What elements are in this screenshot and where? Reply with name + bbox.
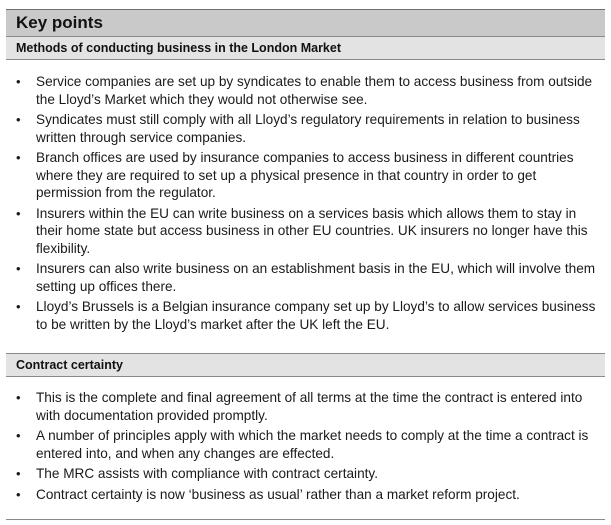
list-item-text: Service companies are set up by syndicates to enable them to access business from outside the Lloyd’s Market which they would not otherwise see.: [36, 74, 593, 107]
bullet-icon: •: [16, 205, 21, 221]
section-header-contract-certainty: [6, 353, 605, 377]
bullet-icon: •: [16, 486, 21, 502]
section-title: Contract certainty: [16, 358, 123, 372]
bullet-icon: •: [16, 74, 21, 89]
list-item-text: Insurers can also write business on an establishment basis in the EU, which will involve them setting up offices there.: [36, 261, 596, 294]
list-item: [6, 298, 605, 333]
section-title: Methods of conducting business in the London Market: [16, 41, 341, 55]
bullet-icon: •: [16, 150, 21, 165]
list-item: [6, 149, 605, 202]
list-item-text: Insurers within the EU can write business on a services basis which allows them to stay in their home state but access business in other EU countries. UK insurers no longer have this flexibility.: [36, 205, 588, 256]
list-item-text: The MRC assists with compliance with contract certainty.: [36, 466, 378, 481]
section-header-london-market: [6, 36, 605, 60]
list-item-text: A number of principles apply with which the market needs to comply at the time a contract is entered into, and when any changes are effected.: [36, 428, 589, 461]
panel-title: Key points: [16, 13, 103, 32]
list-item: [6, 205, 605, 258]
list-item: [6, 260, 605, 295]
list-item: [6, 427, 605, 462]
bullet-icon: •: [16, 299, 21, 314]
key-points-panel: [6, 9, 607, 520]
panel-header: [6, 9, 605, 36]
bottom-divider: [6, 519, 605, 520]
list-item: [6, 73, 605, 108]
list-item-text: Branch offices are used by insurance companies to access business in different countries where they are required to set up a physical presence in that country in order to get permission from the regulator.: [36, 150, 574, 200]
bullet-icon: •: [16, 466, 21, 481]
list-item-text: This is the complete and final agreement of all terms at the time the contract is entered into with documentation provided promptly.: [36, 390, 583, 423]
bullet-icon: •: [16, 112, 21, 127]
list-item-text: Syndicates must still comply with all Lloyd’s regulatory requirements in relation to business written through service companies.: [36, 112, 580, 145]
list-item: [6, 111, 605, 146]
list-item: [6, 486, 605, 504]
list-item-text: Contract certainty is now ‘business as usual’ rather than a market reform project.: [36, 486, 520, 502]
bullet-list-london-market: [6, 73, 605, 333]
bullet-icon: •: [16, 390, 21, 405]
list-item-text: Lloyd’s Brussels is a Belgian insurance company set up by Lloyd’s to allow services business to be written by the Lloyd’s market after the UK left the EU.: [36, 299, 596, 332]
bullet-icon: •: [16, 428, 21, 443]
bullet-icon: •: [16, 261, 21, 276]
list-item: [6, 465, 605, 483]
list-item: [6, 389, 605, 424]
bullet-list-contract-certainty: [6, 389, 605, 503]
